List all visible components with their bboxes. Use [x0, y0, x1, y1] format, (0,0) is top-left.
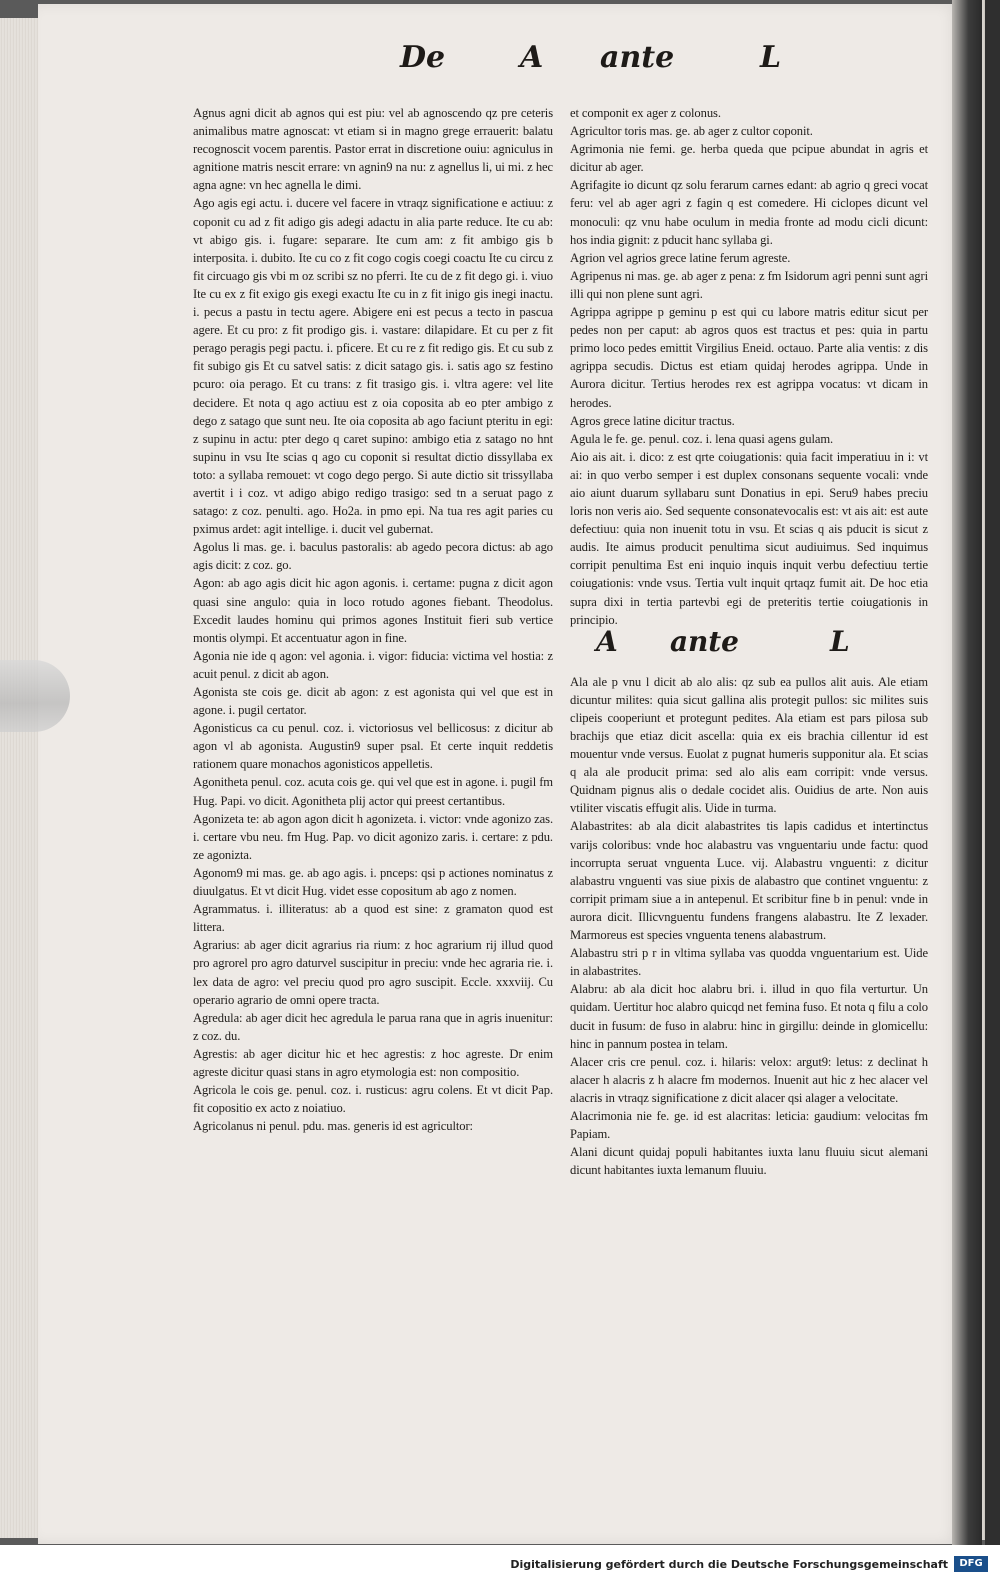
scan-edge — [985, 0, 1000, 1545]
thumb-tab — [0, 660, 70, 732]
running-head-ante: ante — [600, 40, 675, 75]
entry-agolus: Agolus li mas. ge. i. baculus pastoralis: ab agedo pecora dictus: ab ago agis dicit: z coz. go. — [193, 540, 553, 573]
section-heading-a-ante-l — [560, 624, 928, 671]
entry-agonomus: Agonom9 mi mas. ge. ab ago agis. i. pnceps: qsi p actiones nominatus z diuulgatus. Et vt dicit Hug. videt esse copositum ab ago z nomen. — [193, 865, 553, 899]
entry-alacer: Alacer cris cre penul. coz. i. hilaris: velox: argut9: letus: z declinat h alacer h alacris z h alacre fm modernos. Inuenit aut hic z hec alacer vel alacris in vtraqz significatione z dicit alacer qsi alager a velocitate. — [570, 1054, 928, 1105]
entry-agrimonia: Agrimonia nie femi. ge. herba queda que pcipue abundat in agris et dicitur ab ager. — [570, 142, 928, 175]
running-head-de: De — [400, 40, 446, 75]
entry-agonisticus: Agonisticus ca cu penul. coz. i. victoriosus vel bellicosus: z dicitur ab agon vl ab agonista. Augustin9 super psal. Et certe inquit reddetis rationem quare monachos agonisticos appelletis. — [193, 721, 553, 772]
entry-agripenus: Agripenus ni mas. ge. ab ager z pena: z fm Isidorum agri penni sunt agri illi qui non plene sunt agri. — [570, 268, 928, 301]
entry-agula: Agula le fe. ge. penul. coz. i. lena quasi agens gulam. — [570, 431, 834, 446]
entry-alabastrum: Alabastru stri p r in vltima syllaba vas quodda vnguentarium est. Uide in alabastrites. — [570, 946, 928, 979]
funding-credit: Digitalisierung gefördert durch die Deutsche Forschungsgemeinschaft — [510, 1558, 948, 1571]
entry-alabrum: Alabru: ab ala dicit hoc alabru bri. i. illud in quo fila verturtur. Un quidam. Uertitur hoc alabro quicqd net femina fuso. Et nota q filu a colo ducit in fusum: de fuso in alabru: hinc in girgillu: deinde in glomicellu: hinc in pannum postea in telam. — [570, 982, 928, 1051]
entry-agon: Agon: ab ago agis dicit hic agon agonis. i. certame: pugna z dicit agon quasi sine angulo: quia in loco rotudo agones fiebant. Theodolus. Excedit laudes hominu qui primos agones Instituit fieri sub vertice montis olympi. Et accentuatur agon in fine. — [193, 576, 553, 645]
section-heading-letter-a: A — [596, 624, 618, 658]
entry-agnus: Agnus agni dicit ab agnos qui est piu: vel ab agnoscendo qz pre ceteris animalibus matre agnoscat: vt etiam si in magno grege errauerit: balatu recognoscit vocem parentis. Pastor errat in discretione ouiu: agniculus in agnitione matris nescit errare: vn agnin9 na nu: z agnellus li, ui mi. z hec agna agne: vn hec agnella le dimi. — [193, 106, 553, 193]
entry-agrammatus: Agrammatus. i. illiteratus: ab a quod est sine: z gramaton quod est littera. — [193, 902, 553, 935]
entry-agonitheta: Agonitheta penul. coz. acuta cois ge. qui vel que est in agone. i. pugil fm Hug. Papi. vo dicit. Agonitheta plij actor qui preest certantibus. — [193, 775, 553, 808]
running-head-letter-l: L — [760, 40, 782, 75]
entry-continuation: et componit ex ager z colonus. — [570, 106, 721, 120]
entry-agrifagite: Agrifagite io dicunt qz solu ferarum carnes edant: ab agrio q greci vocat feru: vel ab ager agri z fagin q est comedere. Hi ciclopes dicunt vel monoculi: qz vnu habe oculum in media fronte ad modu cicli dicunt: hos india gignit: z pducit hanc syllaba gi. — [570, 178, 928, 247]
gutter-shadow — [952, 0, 982, 1545]
section-heading-letter-l: L — [830, 624, 850, 658]
left-column — [183, 104, 553, 1135]
dfg-logo-icon: DFG — [954, 1556, 988, 1572]
entry-alabastrites: Alabastrites: ab ala dicit alabastrites tis lapis cadidus et intertinctus varijs coloribus: vnde hoc alabastru vas vnguentariu unde factu: quod incorrupta seruat vnguenta Luce. vij. Alabastru vnguenti: z dicitur alabastru vnguenti vas siue pixis de alabastro que continet vnguentu: z corripit primam siue a in antepenul. Et scribitur fine b in penul: vnde in aurora dicit. Illicvnguentu fundens frangens alabastru. Ite Z lexader. Marmoreus est species vnguenta tenens alabastrum. — [570, 819, 928, 943]
entry-agrion: Agrion vel agrios grece latine ferum agreste. — [570, 250, 791, 265]
entry-agrarius: Agrarius: ab ager dicit agrarius ria rium: z hoc agrarium rij illud quod pro agrorel pro agro daturvel suscipitur in preciu: vnde hec agraria rie. i. lex data de agro: vel preciu quod pro agro suscipit. Eccle. xxxviij. Cu operario agrario de omni opere tracta. — [193, 938, 553, 1007]
entry-agricola: Agricola le cois ge. penul. coz. i. rusticus: agru colens. Et vt dicit Pap. fit copositio ex acto z noiatiuo. — [193, 1083, 553, 1116]
entry-aio: Aio ais ait. i. dico: z est qrte coiugationis: quia facit imperatiuu in i: vt ai: in quo verbo semper i est duplex consonans sequente vocali: vnde aio aiunt duarum syllabaru sunt Donatius in epi. Seru9 habes preciu loris non veris aio. Sed sequente consonatevocalis est: vt ais ait: est aute defectiuu: quia non inuenit totu in vsu. Et scias q ais pducit is sicut z audis. Ite aimus producit penultima sicut audiuimus. Sed inquimus corripit penultima Est eni inquio inquis inquit verbu defectiuu tertie coiugationis: vnde vsus. Tertia vult inquit qrtaqz fumit ait. De hoc etia supra dixi in tertia partevbi egi de preteritis tertie coiugationis in principio. — [570, 449, 928, 627]
right-column — [560, 104, 928, 1179]
section-heading-ante: ante — [670, 624, 739, 658]
entry-agrestis: Agrestis: ab ager dicitur hic et hec agrestis: z hoc agreste. Dr enim agreste dicitur quasi stans in agro etymologia est: non compositio. — [193, 1046, 553, 1079]
entry-ala: Ala ale p vnu l dicit ab alo alis: qz sub ea pullos alit auis. Ale etiam dicuntur milites: quia sicut gallina alis protegit pullos: sic milites suis clipeis cooperiunt et protegunt pedites. Ala etiam est pars pilosa sub brachijs que etiaz dicit ascella: quia ex eis brachia cillentur id est mouentur vnde versus. Euolat z pugnat humeris supponitur ala. Et scias q ala ale producit prima: sed alo alis eam corripit: vnde versus. Quidnam pignus alis o dedale cocidet alis. Ouidius de arte. Non auis vtiliter viscatis effugit alis. Uide in turma. — [570, 674, 928, 816]
running-head — [380, 40, 840, 80]
left-page-edges — [0, 18, 41, 1538]
running-head-letter-a: A — [520, 40, 544, 75]
entry-agonizeta: Agonizeta te: ab agon agon dicit h agonizeta. i. victor: vnde agonizo zas. i. certare vbu neu. fm Hug. Pap. vo dicit agonizo zaris. i. certare: z pdu. ze agonizta. — [193, 811, 553, 862]
entry-agredula: Agredula: ab ager dicit hec agredula le parua rana que in agris inuenitur: z coz. du. — [193, 1010, 553, 1043]
entry-agonista: Agonista ste cois ge. dicit ab agon: z est agonista qui vel que est in agone. i. pugil certator. — [193, 685, 553, 718]
entry-alacrimonia: Alacrimonia nie fe. ge. id est alacritas: leticia: gaudium: velocitas fm Papiam. — [570, 1108, 928, 1142]
entry-agonia: Agonia nie ide q agon: vel agonia. i. vigor: fiducia: victima vel hostia: z acuit penul. z dicit ab agon. — [193, 648, 553, 681]
entry-ago: Ago agis egi actu. i. ducere vel facere in vtraqz significatione e actiuu: z coponit cu ad z fit adigo gis adegi adactu in alia parte reduce. Ite cu ab: vt abigo gis. i. fugare: separare. Ite cum am: z fit ambigo gis b interposita. i. dubito. Ite cu co z fit cogo cogis coegi coactu Ite cu circu z fit circuago gis vbi m oz scribi sz no pferri. Ite cu de z fit dego gi. i. viuo Ite cu ex z fit exigo gis exegi exactu Ite cu in z fit inigo gis inegi inactu. i. pecus a pastu in tectu agere. Abigere eni est pecus a tecto in pascua agere. Et cu pro: z fit prodigo gis. i. vastare: dilapidare. Et cu per z fit perago peragis pegi pactu. i. pficere. Et cu re z fit redigo gis. Et cu sub z fit subigo gis Et cu satvel satis: z dicit satago gis. i. satis ago sz festino pcuro: oia perago. Et cu trans: z fit trasigo gis. i. vltra agere: vel lite decidere. Et nota q ago actiuu est z oia coposita ab eo pter ambigo z dego z satago que sunt neu. Ite oia coposita ab ago faciunt pteritu in egi: z supinu in actu: pter dego q caret supino: ambigo etia z satago no hnt supinu in vsu Ite scias q ago cu coponit si resultat dictio dissyllaba ex toto: a syllaba remouet: vt cogo dego pergo. Si aute dictio sit trissyllaba avertit i i coz. vt adigo abigo redigo trasigo: sed tn a seruat pago z satago: z coz. penulti. ago. Ho2a. in pmo epi. Na tua res agit paries cu pximus ardet: agit intellige. i. ducit vel gubernat. — [193, 196, 553, 537]
entry-agricultor: Agricultor toris mas. ge. ab ager z cultor coponit. — [570, 124, 813, 139]
entry-agros: Agros grece latine dicitur tractus. — [570, 413, 735, 428]
entry-agrippa: Agrippa agrippe p geminu p est qui cu labore matris editur sicut per pedes non per caput: ab agros quos est tractus et pes: quia in partu primo loco pedes emittit Virgilius Eneid. octauo. Parte alia ventis: z dis agrippa secudis. Dictus est etiam quidaj herodes agrippa. Unde in Aurora dicitur. Tertius herodes rex est agrippa vocatus: vt dicam in herodes. — [570, 305, 928, 410]
entry-alani: Alani dicunt quidaj populi habitantes iuxta lanu fluuiu sicut alemani dicunt habitantes iuxta lemanum fluuiu. — [570, 1145, 928, 1178]
entry-agricolanus: Agricolanus ni penul. pdu. mas. generis id est agricultor: — [193, 1119, 473, 1134]
